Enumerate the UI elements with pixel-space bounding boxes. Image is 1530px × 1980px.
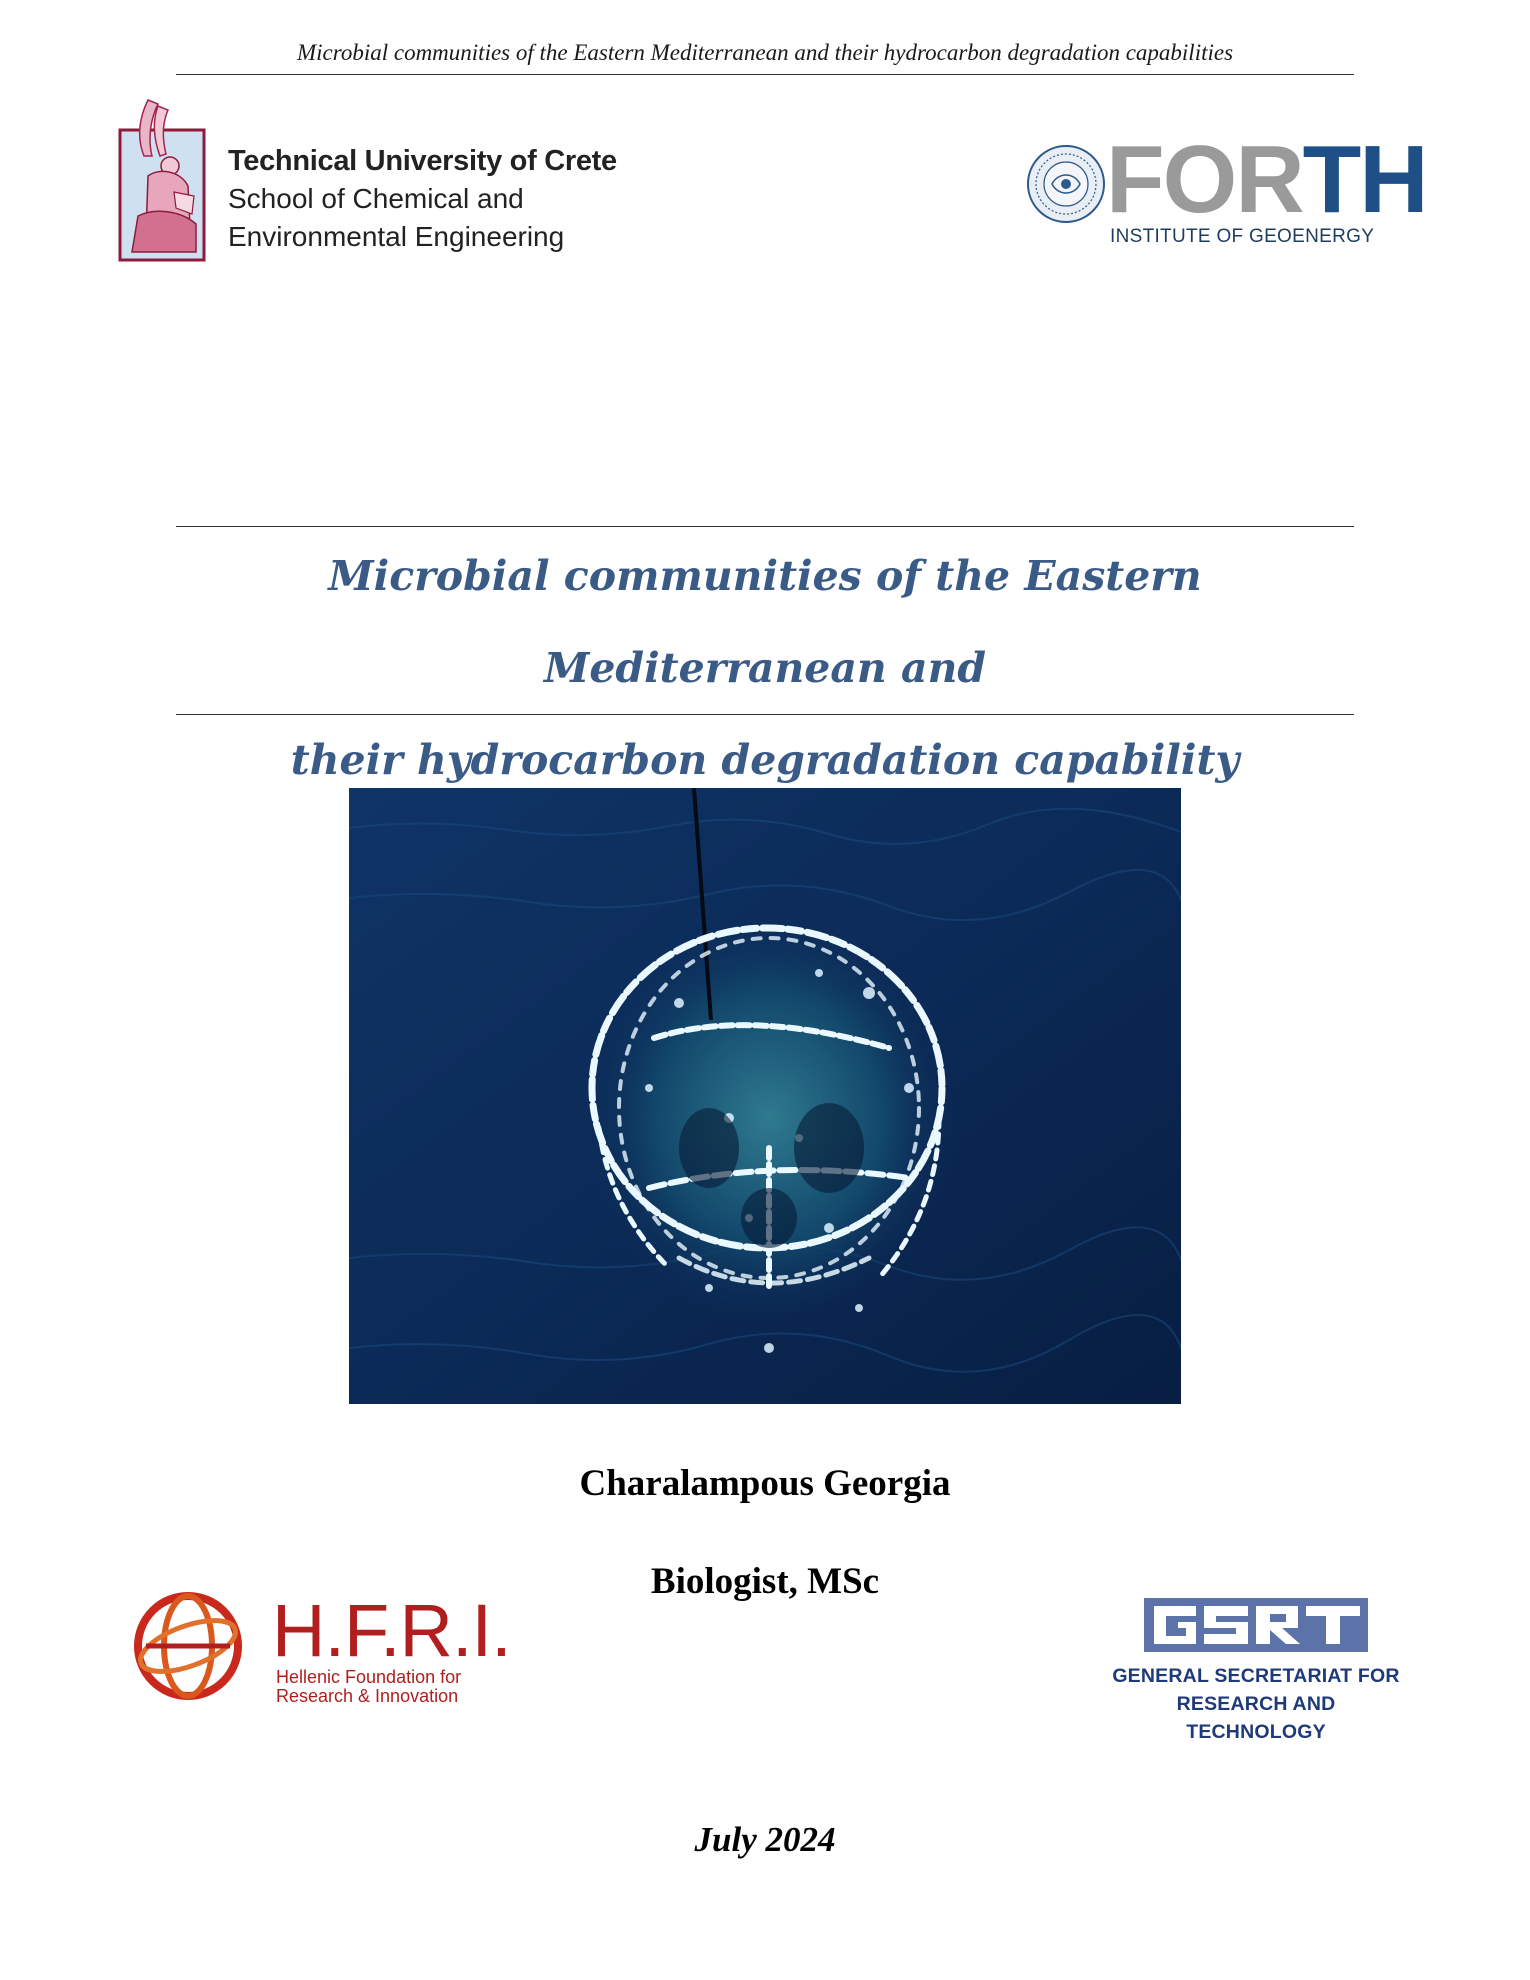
hfri-subtitle xyxy=(276,1668,461,1706)
header-divider xyxy=(176,74,1354,75)
gsrt-subtitle xyxy=(1108,1662,1404,1746)
page-title xyxy=(176,530,1354,806)
cover-photo xyxy=(349,788,1181,1404)
tuc-line1: Technical University of Crete xyxy=(228,145,617,177)
forth-wordmark xyxy=(1106,126,1427,233)
tuc-line2: School of Chemical and xyxy=(228,183,524,214)
title-line-1: Microbial communities of the Eastern Mediterranean and xyxy=(328,552,1202,692)
forth-institute: INSTITUTE OF GEOENERGY xyxy=(1110,226,1375,247)
title-rule-bottom xyxy=(176,714,1354,715)
hfri-sub-line2: Research & Innovation xyxy=(276,1686,459,1706)
gsrt-wordmark-logo xyxy=(1142,1594,1370,1656)
author-name: Charalampous Georgia xyxy=(579,1463,951,1504)
forth-word-grey: FOR xyxy=(1106,126,1303,233)
tuc-emblem-logo xyxy=(118,96,208,264)
publication-date: July 2024 xyxy=(694,1820,836,1859)
gsrt-sub-line2: RESEARCH AND TECHNOLOGY xyxy=(1176,1693,1336,1743)
tuc-name xyxy=(228,142,617,256)
title-line-2: their hydrocarbon degradation capability xyxy=(290,736,1240,784)
hfri-emblem-logo xyxy=(130,1588,246,1704)
author-degree: Biologist, MSc xyxy=(650,1561,880,1602)
forth-word-blue: TH xyxy=(1302,126,1427,233)
title-rule-top xyxy=(176,526,1354,527)
forth-seal-icon xyxy=(1026,144,1106,224)
running-header: Microbial communities of the Eastern Mediterranean and their hydrocarbon degradation capabilities xyxy=(296,40,1234,65)
hfri-sub-line1: Hellenic Foundation for xyxy=(276,1667,462,1687)
hfri-wordmark: H.F.R.I. xyxy=(272,1589,511,1672)
gsrt-sub-line1: GENERAL SECRETARIAT FOR xyxy=(1112,1665,1400,1687)
tuc-line3: Environmental Engineering xyxy=(228,221,565,252)
